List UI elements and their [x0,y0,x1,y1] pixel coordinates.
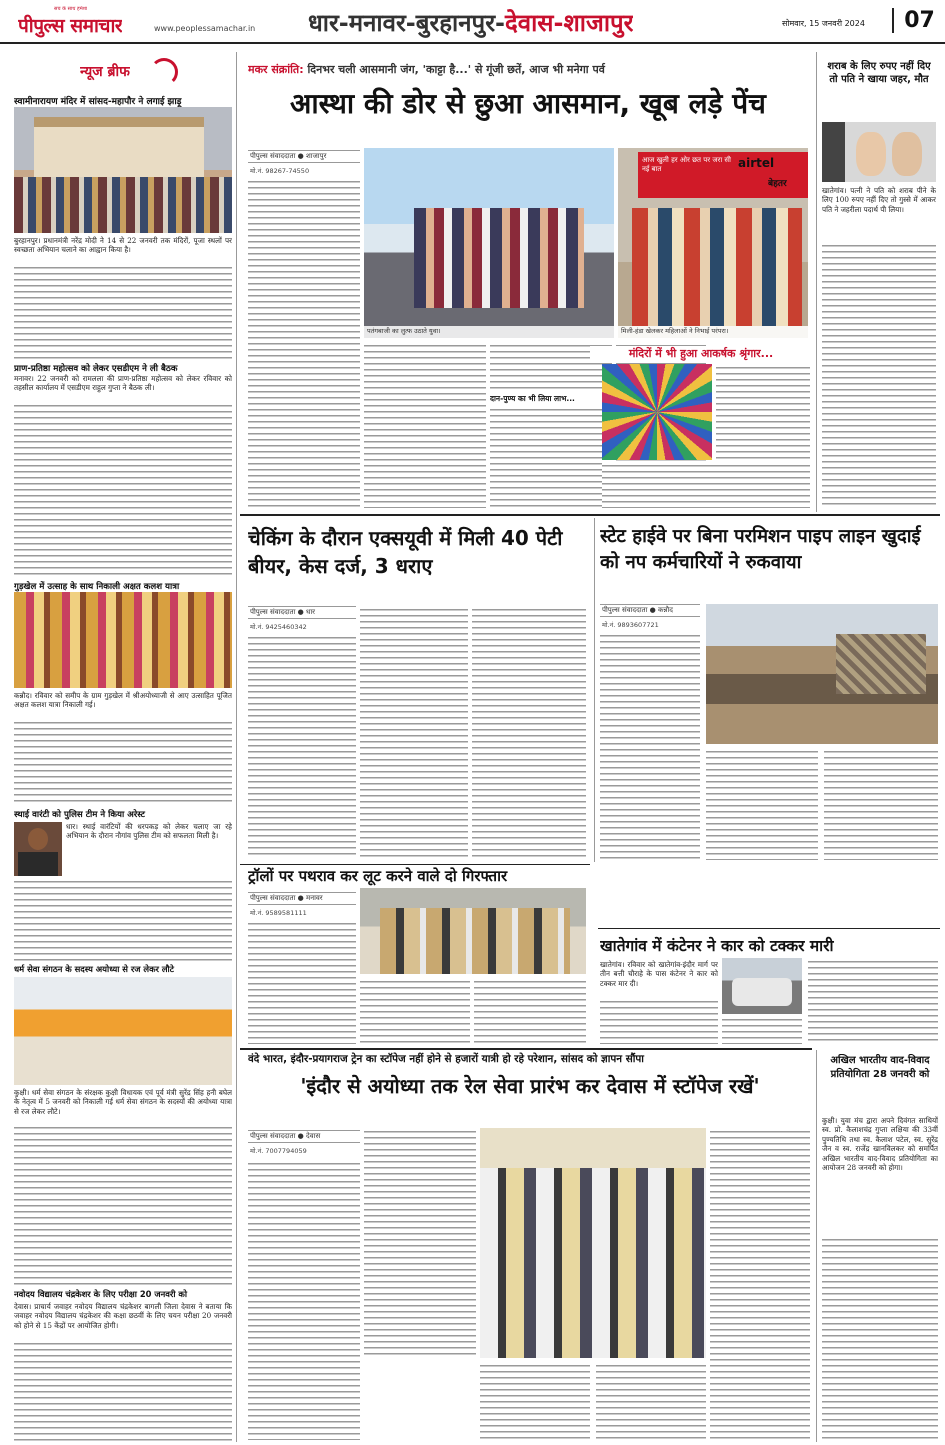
pipeline-byline-name: पीपुल्स संवाददाता [602,606,648,614]
brief3-text-body [14,719,232,806]
debate-headline: अखिल भारतीय वाद-विवाद प्रतियोगिता 28 जनवरी को [830,1055,930,1080]
trolley-text-col1 [248,920,356,1044]
brief3-text-start: कन्नौद। रविवार को समीप के ग्राम गुड़खेल में श्रीअयोध्याजी से आए उत्साहित पूजित अक्षत कलश यात्रा निकाली गई। [14,691,232,710]
pipeline-byline: पीपुल्स संवाददाता ● कन्नौद [600,604,700,617]
kite-caption: पतंगबाजी का लुत्फ उठाते युवा। [364,326,614,338]
trolley-byline-place: मनावर [306,894,323,902]
pipeline-headline: स्टेट हाईवे पर बिना परमिशन पाइप लाइन खुदाई को नप कर्मचारियों ने रुकवाया [600,526,921,573]
container-text-col1 [600,998,718,1044]
story7-rule [816,1050,817,1442]
train-kicker: वंदे भारत, इंदौर-प्रयागराज ट्रेन का स्टॉपेज नहीं होने से हजारों यात्री हो रहे परेशान, सांसद को ज्ञापन सौंपा [248,1053,644,1065]
kite-byline: पीपुल्स संवाददाता ● शाजापुर [248,150,360,163]
left-column-rule [236,52,237,1442]
brief1-headline: स्वामीनारायण मंदिर में सांसद-महापौर ने लगाई झाड़ू [14,97,182,107]
train-byline-name: पीपुल्स संवाददाता [250,1132,296,1140]
kite-headline: आस्था की डोर से छुआ आसमान, खूब लड़े पेंच [290,87,766,120]
center-divider-2 [240,864,590,865]
temple-decor-photo [602,364,712,460]
portrait-head [28,828,48,850]
train-text-col2 [364,1128,476,1356]
right-column-rule [816,52,817,512]
beer-byline: पीपुल्स संवाददाता ● धार [248,606,356,619]
temple-structure [34,117,204,179]
pipeline-text-col3 [824,748,938,860]
trolley-text-col2 [360,978,470,1044]
issue-date: सोमवार, 15 जनवरी 2024 [782,19,865,28]
kite-photo-rooftop [364,148,614,338]
kite-byline-name: पीपुल्स संवाददाता [250,152,296,160]
story5-rule [598,928,940,929]
container-headline: खातेगांव में कंटेनर ने कार को टक्कर मारी [600,937,834,955]
train-text-col3 [480,1362,590,1440]
beer-mobile: मो.नं. 9425460342 [250,623,307,631]
brief5-photo [14,977,232,1085]
trolley-byline: पीपुल्स संवाददाता ● मनावर [248,892,356,905]
daan-subhead: दान-पुण्य का भी लिया लाभ... [490,394,575,403]
container-photo [722,958,802,1014]
container-text-start: खातेगांव। रविवार को खातेगांव-इंदौर मार्ग पर तीन बत्ती चौराहे के पास कंटेनर ने कार को टक्कर मार दी। [600,960,718,988]
kite-kicker [248,62,808,77]
beer-byline-name: पीपुल्स संवाददाता [250,608,296,616]
news-brief-swoosh [150,58,178,86]
pipeline-photo [706,604,938,744]
crowd-shape [14,177,232,233]
kite-mobile: मो.नं. 98267-74550 [250,167,310,175]
beer-text-col2 [360,606,468,858]
train-mobile: मो.नं. 7007794059 [250,1147,307,1155]
container-text-col2 [722,1016,802,1044]
masthead [0,0,945,44]
page-number: 07 [892,8,942,33]
group-of-people [414,208,584,308]
car-shape [732,978,792,1006]
brief2-headline: प्राण-प्रतिष्ठा महोत्सव को लेकर एसडीएम ने ली बैठक [14,364,178,374]
beer-headline: चेकिंग के दौरान एक्सयूवी में मिली 40 पेटी बीयर, केस दर्ज, 3 धराए [248,526,563,578]
temple-text [716,364,810,460]
pipeline-story [598,518,940,928]
train-text-col1 [248,1160,360,1440]
container-text-col3 [808,958,938,1044]
delegation-group [480,1168,706,1358]
beer-text-col3 [472,606,586,858]
pipeline-mobile: मो.नं. 9893607721 [602,621,659,629]
brief6-text-start: देवास। प्राचार्य जवाहर नवोदय विद्यालय चंद्रकेशर बागली जिला देवास ने बताया कि जवाहर नवोदय विद्यालय चंद्रकेशर की कक्षा छठवीं के लिए चयन परीक्षा 20 जनवरी को होने से 15 केंद्रों पर आयोजित होगी। [14,1302,232,1330]
train-text-col5 [710,1128,810,1440]
kite-byline-place: शाजापुर [306,152,327,160]
liquor-story [820,52,938,512]
story3-rule [594,518,595,862]
train-byline-place: देवास [306,1132,321,1140]
brief4-text-start: धार। स्थाई वारंटियों की धरपकड़ को लेकर चलाए जा रहे अभियान के दौरान नौगांव पुलिस टीम को सफलता मिली है। [66,822,232,841]
region-title [308,6,633,39]
brief4-photo [14,822,62,876]
brief1-photo [14,107,232,233]
kite-kicker-label: मकर संक्रांति: [248,63,304,76]
region-title-b: देवास-शाजापुर [504,9,634,37]
brief5-headline: धर्म सेवा संगठन के सदस्य अयोध्या से रज लेकर लौटे [14,964,174,974]
brief5-text-start: कुक्षी। धर्म सेवा संगठन के संरक्षक कुक्षी विधायक एवं पूर्व मंत्री सुरेंद्र सिंह हनी बघेल के नेतृत्व में 5 जनवरी को निकाली गई धर्म सेवा संगठन के सदस्यों की अयोध्या यात्रा से रज लेकर लौटे। [14,1088,232,1116]
feet-photo [822,122,936,182]
kite-text-col1 [248,178,360,508]
foot-shape-2 [892,132,922,176]
beer-story [240,518,590,862]
police-photo [360,888,586,974]
liquor-text-body [822,242,936,508]
debate-text-start: कुक्षी। युवा मंच द्वारा अपने दिवंगत साथियों स्व. प्रो. कैलाशचंद्र गुप्ता लक्षिया की 33वीं पुण्यतिथि तथा स्व. कैलाश पटेल, स्व. सुरेंद्र जैन व स्व. राजेंद्र खानविलकर को समर्पित अखिल भारतीय वाद-विवाद प्रतियोगिता का आयोजन 28 जनवरी को होगा। [822,1116,938,1173]
left-column [0,52,232,1445]
logo [18,6,218,40]
women-photo [618,148,808,338]
foot-shape-1 [856,132,886,176]
brief4-text-body [14,878,232,962]
kite-text-col2 [364,342,486,508]
debate-story [820,1050,940,1442]
container-story [598,930,940,1046]
liquor-headline: शराब के लिए रुपए नहीं दिए तो पति ने खाया जहर, मौत [827,61,931,85]
news-brief-label: न्यूज ब्रीफ [80,64,130,80]
region-title-a: धार-मनावर-बुरहानपुर- [308,9,505,37]
brief1-text-start: बुरहानपुर। प्रधानमंत्री नरेंद्र मोदी ने 14 से 22 जनवरी तक मंदिरों, पूजा स्थलों पर स्वच्छता अभियान चलाने का आह्वान किया है। [14,236,232,255]
trolley-headline: ट्रॉलों पर पथराव कर लूट करने वाले दो गिरफ्तार [248,867,508,885]
trolley-byline-name: पीपुल्स संवाददाता [250,894,296,902]
kite-kicker-text: दिनभर चली आसमानी जंग, 'काट्टा है...' से गूंजी छतें, आज भी मनेगा पर्व [307,63,605,76]
beer-byline-place: धार [306,608,315,616]
brief6-text-body [14,1340,232,1444]
logo-tagline: सच के साथ हमेशा [54,6,88,12]
portrait-shirt [18,852,58,876]
brief2-text-body [14,402,232,578]
kite-text-col3b [490,406,612,508]
logo-text: पीपुल्स समाचार [18,15,123,37]
debate-text-body [822,1236,938,1440]
liquor-text-start: खातेगांव। पत्नी ने पति को शराब पीने के लिए 100 रुपए नहीं दिए तो गुस्से में आकर पति ने जहरीला पदार्थ पी लिया। [822,186,936,214]
banner-right: बेहतर [768,179,787,189]
brief3-photo [14,592,232,688]
train-headline: 'इंदौर से अयोध्या तक रेल सेवा प्रारंभ कर देवास में स्टॉपेज रखें' [300,1074,760,1098]
kite-story [240,52,812,512]
police-group [380,908,570,974]
brief4-headline: स्थाई वारंटी को पुलिस टीम ने किया अरेस्ट [14,810,145,820]
train-story [240,1050,812,1442]
brief6-headline: नवोदय विद्यालय चंद्रकेशर के लिए परीक्षा 20 जनवरी को [14,1289,188,1299]
brief3-headline: गुड़खेल में उत्साह के साथ निकाली अक्षत कलश यात्रा [14,582,180,592]
pipeline-byline-place: कन्नौद [658,606,673,614]
center-divider-1 [240,514,940,516]
trolley-text-col3 [474,978,586,1044]
site-url[interactable]: www.peoplessamachar.in [154,24,256,33]
trolley-mobile: मो.नं. 9589581111 [250,909,307,917]
train-text-col4 [596,1362,706,1440]
airtel-banner [638,152,808,198]
pipeline-text-col2 [706,748,818,860]
banner-text: आज खुली हर ओर छत पर जरा सी नई बात [642,156,731,173]
temple-text-bottom [602,462,810,508]
beer-text-col1 [248,634,356,858]
brief2-text-start: मनावर। 22 जनवरी को रामलला की प्राण-प्रतिष्ठा महोत्सव को लेकर रविवार को तहसील कार्यालय में एसडीएम राहुल गुप्ता ने बैठक ली। [14,374,232,393]
brief5-text-body [14,1124,232,1287]
women-figures [632,208,802,326]
memorandum-photo [480,1128,706,1358]
airtel-logo: airtel [738,156,775,170]
women-caption: मिली-हंडा खेलकर महिलाओं ने निभाई परंपरा। [618,326,808,338]
pipeline-text-col1 [600,632,700,860]
pipe-pile [836,634,926,694]
temple-subhead: मंदिरों में भी हुआ आकर्षक श्रृंगार... [590,346,812,361]
train-byline: पीपुल्स संवाददाता ● देवास [248,1130,360,1143]
brief1-text-body [14,264,232,359]
trolley-story [240,866,590,1046]
